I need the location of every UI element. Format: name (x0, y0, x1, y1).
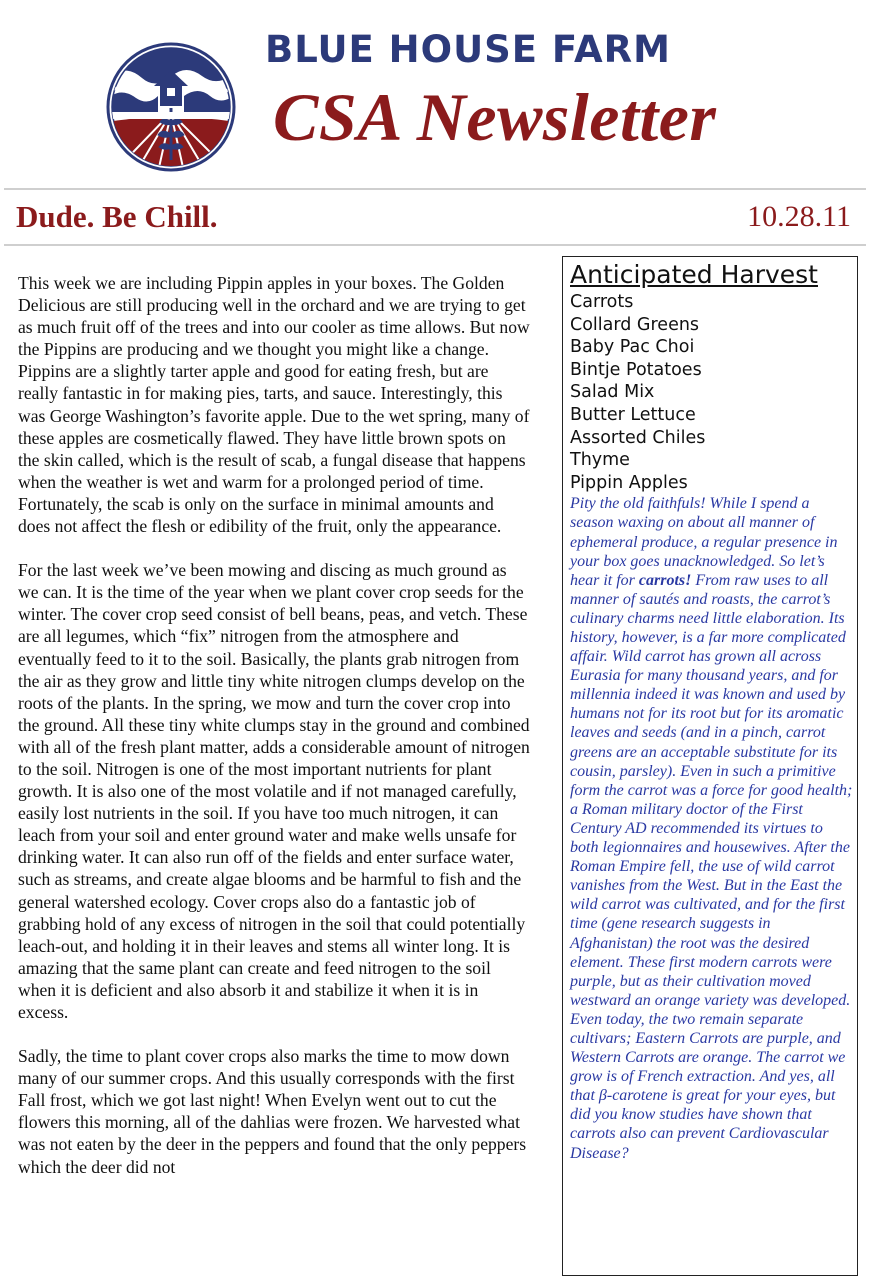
carrot-note-intro: Pity the old faithfuls! While I spend a season waxing on about all manner of ephemeral produce, a regular presence in your box goes unacknowledged. So let’s hear it for (570, 495, 838, 589)
farm-name: BLUE HOUSE FARM (265, 28, 671, 71)
carrot-note (570, 494, 857, 1162)
carrot-note-body: From raw uses to all manner of sautés and roasts, the carrot’s culinary charms need little elaboration. Its history, however, is a far more complicated affair. Wild carrot has grown all across Eurasia for many thousand years, and for millennia indeed it was known and used by humans not for its root but for its aromatic leaves and seeds (and in a pinch, carrot greens are an acceptable substitute for its cousin, parsley). Even in such a primitive form the carrot was a force for good health; a Roman military doctor of the First Century AD recommended its virtues to both legionnaires and housewives. After the Roman Empire fell, the use of wild carrot vanishes from the West. But in the East the wild carrot was cultivated, and for the first time (gene research suggests in Afghanistan) the root was the desired element. These first modern carrots were purple, but as their cultivation moved westward an orange variety was developed. Even today, the two remain separate cultivars; Eastern Carrots are purple, and Western Carrots are orange. The carrot we grow is of French extraction. And yes, all that β-carotene is great for your eyes, but did you know studies have shown that carrots also can prevent Cardiovascular Disease? (570, 571, 853, 1162)
harvest-item: Assorted Chiles (570, 427, 706, 448)
harvest-list (570, 291, 857, 494)
farm-logo-icon (106, 42, 236, 172)
article-body (18, 272, 530, 1200)
header-divider-bottom (4, 244, 866, 246)
issue-date: 10.28.11 (747, 200, 851, 233)
harvest-item: Salad Mix (570, 382, 655, 403)
newsletter-title: CSA Newsletter (273, 79, 717, 155)
harvest-item: Carrots (570, 292, 634, 312)
harvest-item: Thyme (570, 450, 630, 471)
harvest-title: Anticipated Harvest (570, 260, 818, 289)
article-paragraph: For the last week we’ve been mowing and discing as much ground as we can. It is the time of the year when we plant cover crop seeds for the winter. The cover crop seed consist of bell beans, peas, and vetch. These are all legumes, which “fix” nitrogen from the atmosphere and eventually feed to it to the soil. Basically, the plants grab nitrogen from the air as they grow and little tiny white nitrogen clumps develop on the roots of the plants. In the spring, we mow and turn the cover crop into the ground. All these tiny white clumps stay in the ground and combined with all of the fresh plant matter, adds a considerable amount of nitrogen to the soil. Nitrogen is one of the most important nutrients for plant growth. It is also one of the most volatile and if not managed carefully, easily lost nutrients in the soil. If you have too much nitrogen, it can leach from your soil and enter ground water and make wells unsafe for drinking water. It can also run off of the fields and enter surface water, such as streams, and create algae blooms and be harmful to fish and the general watershed ecology. Cover crops also do a fantastic job of grabbing hold of any excess of nitrogen in the soil that could potentially leach-out, and holding it in their leaves and stems all winter long. It is amazing that the same plant can create and feed nitrogen to the soil when it is deficient and also absorb it and stabilize it when it is in excess. (18, 560, 530, 1022)
harvest-item: Butter Lettuce (570, 404, 696, 425)
carrot-note-emphasis: carrots! (638, 571, 692, 589)
harvest-item: Baby Pac Choi (570, 337, 695, 358)
harvest-item: Collard Greens (570, 314, 700, 335)
issue-headline: Dude. Be Chill. (16, 199, 218, 234)
article-paragraph: This week we are including Pippin apples in your boxes. The Golden Delicious are still producing well in the orchard and we are trying to get as much fruit off of the trees and into our cooler as time allows. But now the Pippins are producing and we thought you might like a change. Pippins are a slightly tarter apple and good for eating fresh, but are really fantastic in for making pies, tarts, and sauce. Interestingly, this was George Washington’s favorite apple. Due to the wet spring, many of these apples are cosmetically flawed. They have little brown spots on the skin called, which is the result of scab, a fungal disease that happens when the weather is wet and warm for a prolonged period of time. Fortunately, the scab is only on the surface in minimal amounts and does not affect the flesh or edibility of the fruit, only the appearance. (18, 273, 530, 537)
article-paragraph: Sadly, the time to plant cover crops also marks the time to mow down many of our summer crops. And this usually corresponds with the first Fall frost, which we got last night! When Evelyn went out to cut the flowers this morning, all of the dahlias were frozen. We harvested what was not eaten by the deer in the peppers and found that the only peppers which the deer did not (18, 1046, 527, 1177)
harvest-sidebar (562, 256, 858, 1276)
harvest-item: Bintje Potatoes (570, 359, 702, 380)
harvest-item: Pippin Apples (570, 472, 688, 493)
header-divider-top (4, 188, 866, 190)
